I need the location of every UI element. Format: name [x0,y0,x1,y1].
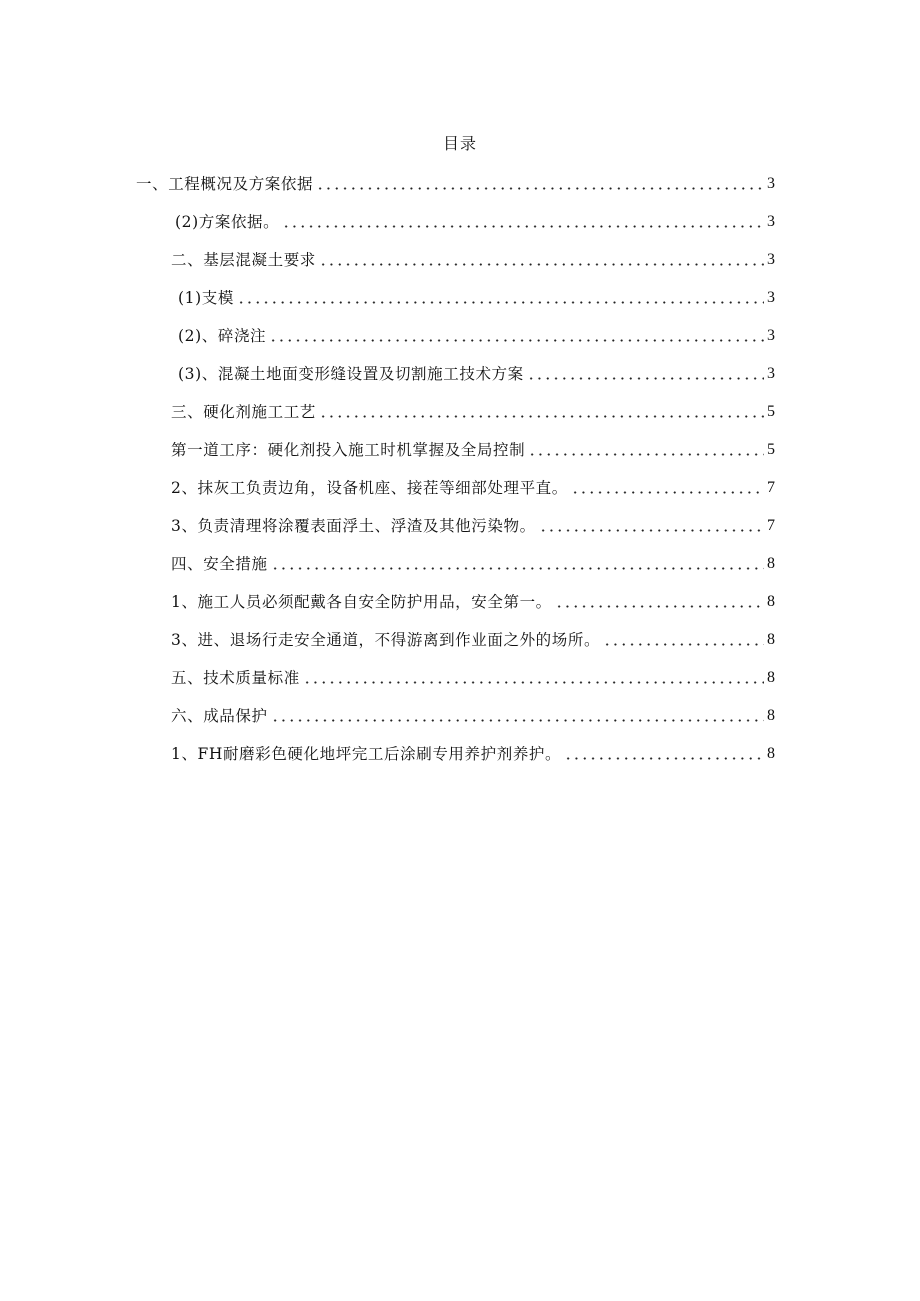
toc-entry[interactable] [175,208,775,232]
toc-entry-label: 四、安全措施 [171,555,268,573]
toc-entry[interactable] [171,512,775,536]
toc-page-number: 8 [767,555,775,572]
dot-leader [527,377,764,380]
toc-entry-label: 一、工程概况及方案依据 [136,175,314,193]
toc-entry[interactable] [171,398,775,422]
toc-entry-label: 1、施工人员必须配戴各自安全防护用品，安全第一。 [171,593,552,611]
toc-entry[interactable] [178,360,775,384]
toc-entry-label: 三、硬化剂施工工艺 [171,403,316,421]
toc-entry-label: 2、抹灰工负责边角，设备机座、接茬等细部处理平直。 [171,479,568,497]
toc-entry-label: (2)方案依据。 [175,213,280,231]
toc-entry-label: 3、负责清理将涂覆表面浮土、浮渣及其他污染物。 [171,517,536,535]
toc-entry-label: 五、技术质量标准 [171,669,300,687]
dot-leader [319,263,764,266]
toc-entry[interactable] [171,588,775,612]
dot-leader [269,339,764,342]
toc-entry[interactable] [171,550,775,574]
toc-entry[interactable] [171,740,775,764]
toc-entry-label: 1、FH耐磨彩色硬化地坪完工后涂刷专用养护剂养护。 [171,745,562,763]
toc-entry-label: 六、成品保护 [171,707,268,725]
dot-leader [237,301,764,304]
dot-leader [271,567,764,570]
toc-entry[interactable] [178,284,775,308]
toc-entry[interactable] [171,664,775,688]
toc-entry[interactable] [178,322,775,346]
toc-entry-label: 二、基层混凝土要求 [171,251,316,269]
toc-page-number: 7 [767,479,775,496]
dot-leader [319,415,764,418]
toc-page-number: 8 [767,631,775,648]
dot-leader [271,719,764,722]
toc-page-number: 7 [767,517,775,534]
toc-page-number: 5 [767,441,775,458]
toc-page-number: 3 [767,251,775,268]
toc-page-number: 8 [767,745,775,762]
toc-entry-label: 3、进、退场行走安全通道，不得游离到作业面之外的场所。 [171,631,601,649]
dot-leader [539,529,764,532]
toc-entry-label: (2)、碎浇注 [178,327,267,345]
toc-entry[interactable] [171,246,775,270]
toc-page-number: 3 [767,175,775,192]
dot-leader [316,187,764,190]
toc-page-number: 8 [767,593,775,610]
toc-entry-label: (3)、混凝土地面变形缝设置及切割施工技术方案 [178,365,524,383]
toc-entry[interactable] [171,474,775,498]
dot-leader [571,491,764,494]
toc-entry-label: (1)支模 [178,289,234,307]
dot-leader [555,605,764,608]
toc-page-number: 5 [767,403,775,420]
toc-page-number: 8 [767,707,775,724]
toc-page-number: 3 [767,213,775,230]
toc-entry-label: 第一道工序：硬化剂投入施工时机掌握及全局控制 [171,441,526,459]
toc-page-number: 8 [767,669,775,686]
dot-leader [603,643,764,646]
dot-leader [303,681,764,684]
toc-entry[interactable] [171,702,775,726]
dot-leader [282,225,764,228]
toc-title: 目录 [442,134,477,153]
toc-entry[interactable] [171,626,775,650]
toc-entry[interactable] [171,436,775,460]
toc-page-number: 3 [767,327,775,344]
dot-leader [528,453,764,456]
toc-page-number: 3 [767,289,775,306]
dot-leader [564,757,764,760]
toc-entry[interactable] [136,170,775,194]
toc-page-number: 3 [767,365,775,382]
